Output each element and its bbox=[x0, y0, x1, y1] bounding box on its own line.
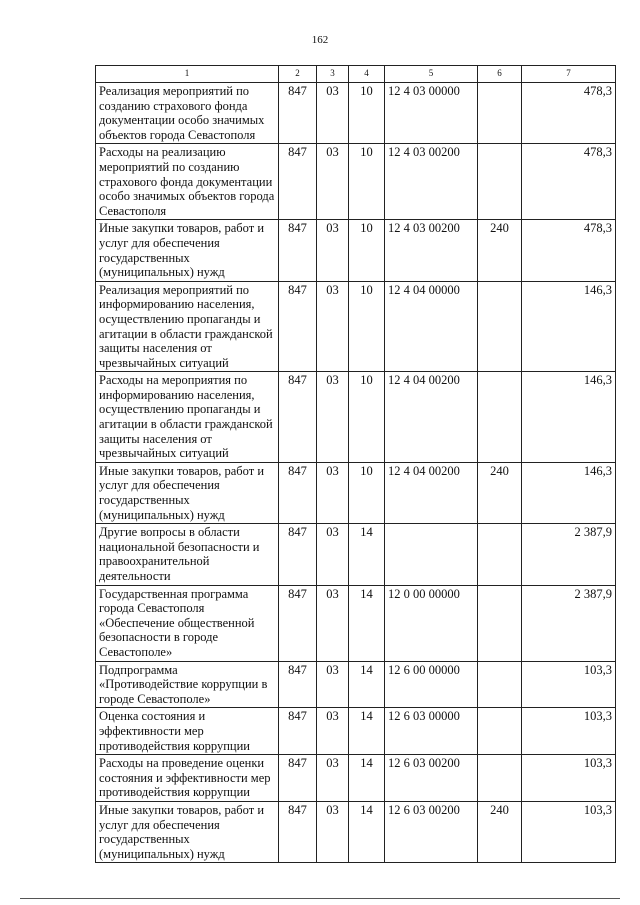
row-expense-type: 240 bbox=[478, 462, 522, 523]
row-target-article: 12 6 03 00000 bbox=[385, 708, 478, 755]
table-row bbox=[96, 801, 616, 862]
row-expense-type: 240 bbox=[478, 220, 522, 281]
row-amount: 478,3 bbox=[522, 83, 616, 144]
row-name: Расходы на проведение оценки состояния и эффективности мер противодействия коррупции bbox=[96, 755, 279, 802]
row-target-article: 12 4 03 00200 bbox=[385, 220, 478, 281]
row-name: Расходы на реализацию мероприятий по созданию страхового фонда документации особо значимых объектов города Севастополя bbox=[96, 144, 279, 220]
row-amount: 2 387,9 bbox=[522, 524, 616, 585]
table-row bbox=[96, 281, 616, 372]
row-expense-type bbox=[478, 661, 522, 708]
header-row bbox=[96, 66, 616, 83]
row-name: Расходы на мероприятия по информированию населения, осуществлению пропаганды и агитации в области гражданской защиты населения от чрезвычайных ситуаций bbox=[96, 372, 279, 463]
row-section-code: 03 bbox=[317, 462, 349, 523]
row-name: Подпрограмма «Противодействие коррупции в городе Севастополе» bbox=[96, 661, 279, 708]
table-row bbox=[96, 220, 616, 281]
row-amount: 146,3 bbox=[522, 372, 616, 463]
row-ministry-code: 847 bbox=[279, 801, 317, 862]
table-row bbox=[96, 462, 616, 523]
row-name: Иные закупки товаров, работ и услуг для обеспечения государственных (муниципальных) нужд bbox=[96, 462, 279, 523]
row-subsection-code: 14 bbox=[349, 585, 385, 661]
table-row bbox=[96, 144, 616, 220]
row-subsection-code: 14 bbox=[349, 524, 385, 585]
row-section-code: 03 bbox=[317, 281, 349, 372]
row-ministry-code: 847 bbox=[279, 661, 317, 708]
table-row bbox=[96, 708, 616, 755]
row-subsection-code: 10 bbox=[349, 372, 385, 463]
row-amount: 2 387,9 bbox=[522, 585, 616, 661]
row-subsection-code: 14 bbox=[349, 661, 385, 708]
row-subsection-code: 10 bbox=[349, 281, 385, 372]
table-row bbox=[96, 585, 616, 661]
header-cell-3: 3 bbox=[317, 66, 349, 83]
row-ministry-code: 847 bbox=[279, 462, 317, 523]
row-expense-type bbox=[478, 585, 522, 661]
row-ministry-code: 847 bbox=[279, 755, 317, 802]
header-cell-6: 6 bbox=[478, 66, 522, 83]
row-expense-type bbox=[478, 144, 522, 220]
table-row bbox=[96, 661, 616, 708]
row-amount: 103,3 bbox=[522, 661, 616, 708]
row-section-code: 03 bbox=[317, 524, 349, 585]
row-subsection-code: 14 bbox=[349, 708, 385, 755]
row-name: Оценка состояния и эффективности мер противодействия коррупции bbox=[96, 708, 279, 755]
row-subsection-code: 10 bbox=[349, 462, 385, 523]
row-name: Иные закупки товаров, работ и услуг для обеспечения государственных (муниципальных) нужд bbox=[96, 801, 279, 862]
row-ministry-code: 847 bbox=[279, 708, 317, 755]
budget-table bbox=[95, 65, 616, 863]
row-expense-type bbox=[478, 281, 522, 372]
row-section-code: 03 bbox=[317, 83, 349, 144]
row-section-code: 03 bbox=[317, 220, 349, 281]
row-amount: 103,3 bbox=[522, 708, 616, 755]
table-row bbox=[96, 755, 616, 802]
row-amount: 103,3 bbox=[522, 755, 616, 802]
row-amount: 146,3 bbox=[522, 281, 616, 372]
row-target-article: 12 4 04 00200 bbox=[385, 462, 478, 523]
row-section-code: 03 bbox=[317, 585, 349, 661]
page-bottom-rule bbox=[20, 898, 620, 899]
row-ministry-code: 847 bbox=[279, 585, 317, 661]
header-cell-7: 7 bbox=[522, 66, 616, 83]
row-name: Реализация мероприятий по созданию страхового фонда документации особо значимых объектов города Севастополя bbox=[96, 83, 279, 144]
row-expense-type bbox=[478, 372, 522, 463]
table-row bbox=[96, 83, 616, 144]
row-subsection-code: 10 bbox=[349, 144, 385, 220]
row-target-article: 12 6 00 00000 bbox=[385, 661, 478, 708]
row-target-article: 12 4 03 00000 bbox=[385, 83, 478, 144]
row-ministry-code: 847 bbox=[279, 83, 317, 144]
header-cell-5: 5 bbox=[385, 66, 478, 83]
row-target-article: 12 4 04 00200 bbox=[385, 372, 478, 463]
header-cell-1: 1 bbox=[96, 66, 279, 83]
row-amount: 478,3 bbox=[522, 220, 616, 281]
row-target-article: 12 0 00 00000 bbox=[385, 585, 478, 661]
row-name: Государственная программа города Севастополя «Обеспечение общественной безопасности в городе Севастополе» bbox=[96, 585, 279, 661]
row-ministry-code: 847 bbox=[279, 524, 317, 585]
row-section-code: 03 bbox=[317, 372, 349, 463]
table-row bbox=[96, 524, 616, 585]
row-name: Иные закупки товаров, работ и услуг для обеспечения государственных (муниципальных) нужд bbox=[96, 220, 279, 281]
row-section-code: 03 bbox=[317, 755, 349, 802]
row-expense-type bbox=[478, 755, 522, 802]
row-expense-type bbox=[478, 83, 522, 144]
row-section-code: 03 bbox=[317, 708, 349, 755]
row-amount: 478,3 bbox=[522, 144, 616, 220]
row-expense-type bbox=[478, 524, 522, 585]
row-subsection-code: 10 bbox=[349, 220, 385, 281]
row-target-article: 12 4 03 00200 bbox=[385, 144, 478, 220]
page-number: 162 bbox=[311, 34, 329, 46]
row-name: Другие вопросы в области национальной безопасности и правоохранительной деятельности bbox=[96, 524, 279, 585]
row-expense-type bbox=[478, 708, 522, 755]
row-expense-type: 240 bbox=[478, 801, 522, 862]
row-section-code: 03 bbox=[317, 661, 349, 708]
header-cell-2: 2 bbox=[279, 66, 317, 83]
row-target-article: 12 6 03 00200 bbox=[385, 755, 478, 802]
table-row bbox=[96, 372, 616, 463]
row-ministry-code: 847 bbox=[279, 281, 317, 372]
row-subsection-code: 14 bbox=[349, 755, 385, 802]
row-target-article bbox=[385, 524, 478, 585]
row-section-code: 03 bbox=[317, 801, 349, 862]
row-amount: 103,3 bbox=[522, 801, 616, 862]
row-subsection-code: 14 bbox=[349, 801, 385, 862]
header-cell-4: 4 bbox=[349, 66, 385, 83]
row-ministry-code: 847 bbox=[279, 144, 317, 220]
row-ministry-code: 847 bbox=[279, 220, 317, 281]
row-section-code: 03 bbox=[317, 144, 349, 220]
row-target-article: 12 4 04 00000 bbox=[385, 281, 478, 372]
row-target-article: 12 6 03 00200 bbox=[385, 801, 478, 862]
row-subsection-code: 10 bbox=[349, 83, 385, 144]
row-ministry-code: 847 bbox=[279, 372, 317, 463]
row-amount: 146,3 bbox=[522, 462, 616, 523]
row-name: Реализация мероприятий по информированию населения, осуществлению пропаганды и агитации в области гражданской защиты населения от чрезвычайных ситуаций bbox=[96, 281, 279, 372]
